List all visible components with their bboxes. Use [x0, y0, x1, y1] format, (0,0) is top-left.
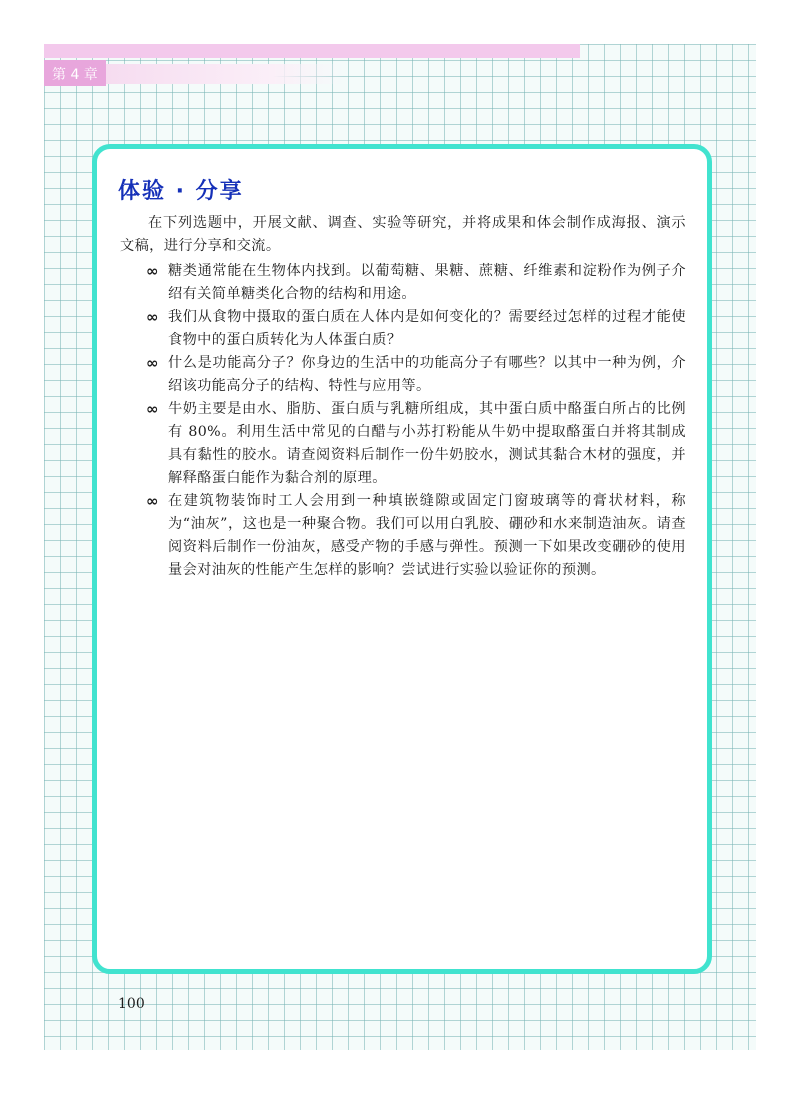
section-title: 体验 · 分享 — [118, 179, 244, 204]
page-number: 100 — [118, 996, 145, 1012]
topic-text: 我们从食物中摄取的蛋白质在人体内是如何变化的？需要经过怎样的过程才能使食物中的蛋白质转化为人体蛋白质？ — [168, 309, 686, 348]
topic-item — [146, 260, 686, 306]
topic-text: 什么是功能高分子？你身边的生活中的功能高分子有哪些？以其中一种为例，介绍该功能高分子的结构、特性与应用等。 — [168, 355, 686, 394]
infinity-bullet-icon: ∞ — [146, 308, 159, 326]
topic-list — [146, 260, 686, 582]
topic-item — [146, 306, 686, 352]
topic-item — [146, 398, 686, 490]
topic-text: 牛奶主要是由水、脂肪、蛋白质与乳糖所组成，其中蛋白质中酪蛋白所占的比例有 80%。利用生活中常见的白醋与小苏打粉能从牛奶中提取酪蛋白并将其制成具有黏性的胶水。请查阅资料后制作一份牛奶胶水，测试其黏合木材的强度，并解释酪蛋白能作为黏合剂的原理。 — [168, 401, 686, 486]
topic-item — [146, 352, 686, 398]
infinity-bullet-icon: ∞ — [146, 262, 159, 280]
chapter-tab-label: 第 4 章 — [52, 67, 98, 83]
infinity-bullet-icon: ∞ — [146, 354, 159, 372]
chapter-tab — [44, 60, 106, 86]
topic-item — [146, 490, 686, 582]
header-decor-bar — [44, 44, 580, 58]
chapter-decor-band — [106, 64, 344, 84]
infinity-bullet-icon: ∞ — [146, 400, 159, 418]
topic-text: 糖类通常能在生物体内找到。以葡萄糖、果糖、蔗糖、纤维素和淀粉作为例子介绍有关简单糖类化合物的结构和用途。 — [168, 263, 686, 302]
infinity-bullet-icon: ∞ — [146, 492, 159, 510]
section-intro: 在下列选题中，开展文献、调查、实验等研究，并将成果和体会制作成海报、演示文稿，进行分享和交流。 — [120, 215, 686, 254]
topic-text: 在建筑物装饰时工人会用到一种填嵌缝隙或固定门窗玻璃等的膏状材料，称为“油灰”，这也是一种聚合物。我们可以用白乳胶、硼砂和水来制造油灰。请查阅资料后制作一份油灰，感受产物的手感与弹性。预测一下如果改变硼砂的使用量会对油灰的性能产生怎样的影响？尝试进行实验以验证你的预测。 — [168, 493, 686, 578]
